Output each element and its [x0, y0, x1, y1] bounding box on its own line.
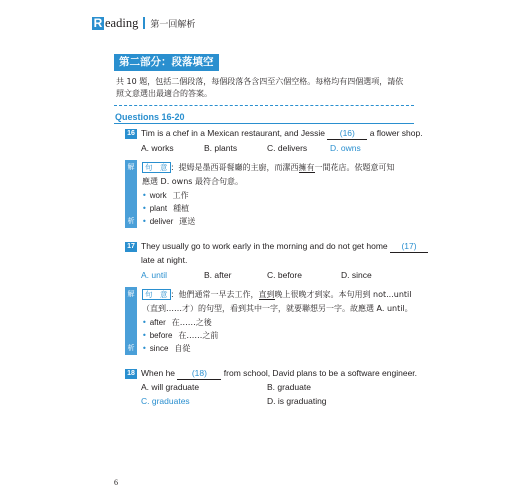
exp17-line1-a: ：他們通常一早去工作， [170, 290, 259, 299]
q18-option-a: A. will graduate [141, 382, 200, 392]
question-number-16: 16 [125, 129, 137, 139]
q18-option-c: C. graduates [141, 396, 190, 406]
q18-before: When he [141, 368, 176, 378]
q16-option-a: A. works [141, 143, 174, 153]
exp17-word-3: • since 自從 [142, 344, 191, 353]
question-17-text [141, 241, 428, 253]
header-subtitle: 第一回解析 [150, 19, 196, 30]
header-divider [143, 17, 145, 29]
question-18-text [141, 368, 417, 380]
exp16-line1-a: ：提姆是墨西哥餐廳的主廚，而潔西 [170, 163, 299, 172]
q16-option-c: C. delivers [267, 143, 308, 153]
reading-logo-text: eading [105, 15, 139, 30]
exp16-line1-b: 一間花店。依題意可知 [314, 163, 395, 172]
exp16-word-2-zh: 種植 [173, 204, 190, 213]
explanation-16-bar [125, 160, 137, 228]
q18-after: from school, David plans to be a software engineer. [223, 368, 418, 378]
exp17-line1-underlined: 直到 [258, 290, 275, 299]
section-title: 第二部分：段落填空 [114, 54, 219, 71]
exp16-word-1: • work 工作 [142, 191, 189, 200]
q17-option-d: D. since [341, 270, 372, 280]
exp17-side-top: 解 [127, 290, 135, 298]
exp16-word-3: • deliver 運送 [142, 217, 196, 226]
exp16-word-2: • plant 種植 [142, 204, 190, 213]
exp17-word-1-zh: 在……之後 [171, 318, 212, 327]
exp17-word-2-zh: 在……之前 [178, 331, 219, 340]
exp16-word-3-zh: 運送 [179, 217, 196, 226]
exp17-line1-b: 晚上很晚才到家。本句用到 not...until [274, 290, 412, 299]
q17-option-c: C. before [267, 270, 302, 280]
exp17-word-3-en: since [149, 344, 169, 353]
exp16-word-1-en: work [149, 191, 167, 200]
page-number: 6 [114, 478, 118, 487]
exp17-word-2: • before 在……之前 [142, 331, 219, 340]
question-number-17: 17 [125, 242, 137, 252]
exp17-meaning-tag: 句 意 [142, 289, 171, 300]
exp17-word-1-en: after [149, 318, 166, 327]
exp17-word-3-zh: 自從 [174, 344, 191, 353]
q16-before: Tim is a chef in a Mexican restaurant, and Jessie [141, 128, 325, 138]
exp16-line-2: 應選 D. owns 最符合句意。 [142, 177, 244, 186]
q16-option-b: B. plants [204, 143, 238, 153]
exp16-line-1 [142, 162, 395, 173]
q16-after: a flower shop. [369, 128, 423, 138]
q16-blank: (16) [327, 128, 367, 140]
q18-blank: (18) [177, 368, 221, 380]
exp17-side-bottom: 析 [127, 344, 135, 352]
question-range: Questions 16-20 [115, 112, 185, 122]
q17-line2: late at night. [141, 255, 188, 265]
section-intro [116, 76, 412, 100]
exp16-side-bottom: 析 [127, 217, 135, 225]
page-header [92, 15, 195, 31]
question-16-text [141, 128, 423, 140]
exp17-line-2: （直到……才）的句型，看到其中一字，就要聯想另一字。故應選 A. until。 [142, 304, 413, 313]
q16-option-d: D. owns [330, 143, 361, 153]
exp16-line1-underlined: 擁有 [298, 163, 315, 172]
exp16-word-2-en: plant [149, 204, 168, 213]
exp16-side-top: 解 [127, 163, 135, 171]
q18-option-d: D. is graduating [267, 396, 327, 406]
q18-option-b: B. graduate [267, 382, 311, 392]
exp17-word-2-en: before [149, 331, 173, 340]
intro-line-2: 照文意選出最適合的答案。 [116, 89, 212, 98]
reading-logo-letter: R [93, 15, 103, 30]
q17-option-b: B. after [204, 270, 232, 280]
question-range-rule [114, 123, 414, 124]
question-number-18: 18 [125, 369, 137, 379]
exp16-word-1-zh: 工作 [172, 191, 189, 200]
q17-line1: They usually go to work early in the morning and do not get home [141, 241, 388, 251]
exp16-meaning-tag: 句 意 [142, 162, 171, 173]
exp17-line-1 [142, 289, 412, 300]
exp17-word-1: • after 在……之後 [142, 318, 212, 327]
intro-line-1: 共 10 題，包括二個段落，每個段落各含四至六個空格。每格均有四個選項，請依 [116, 77, 404, 86]
section-divider [114, 105, 414, 106]
exp16-word-3-en: deliver [149, 217, 174, 226]
q17-option-a: A. until [141, 270, 167, 280]
explanation-17-bar [125, 287, 137, 355]
q17-blank: (17) [390, 241, 428, 253]
